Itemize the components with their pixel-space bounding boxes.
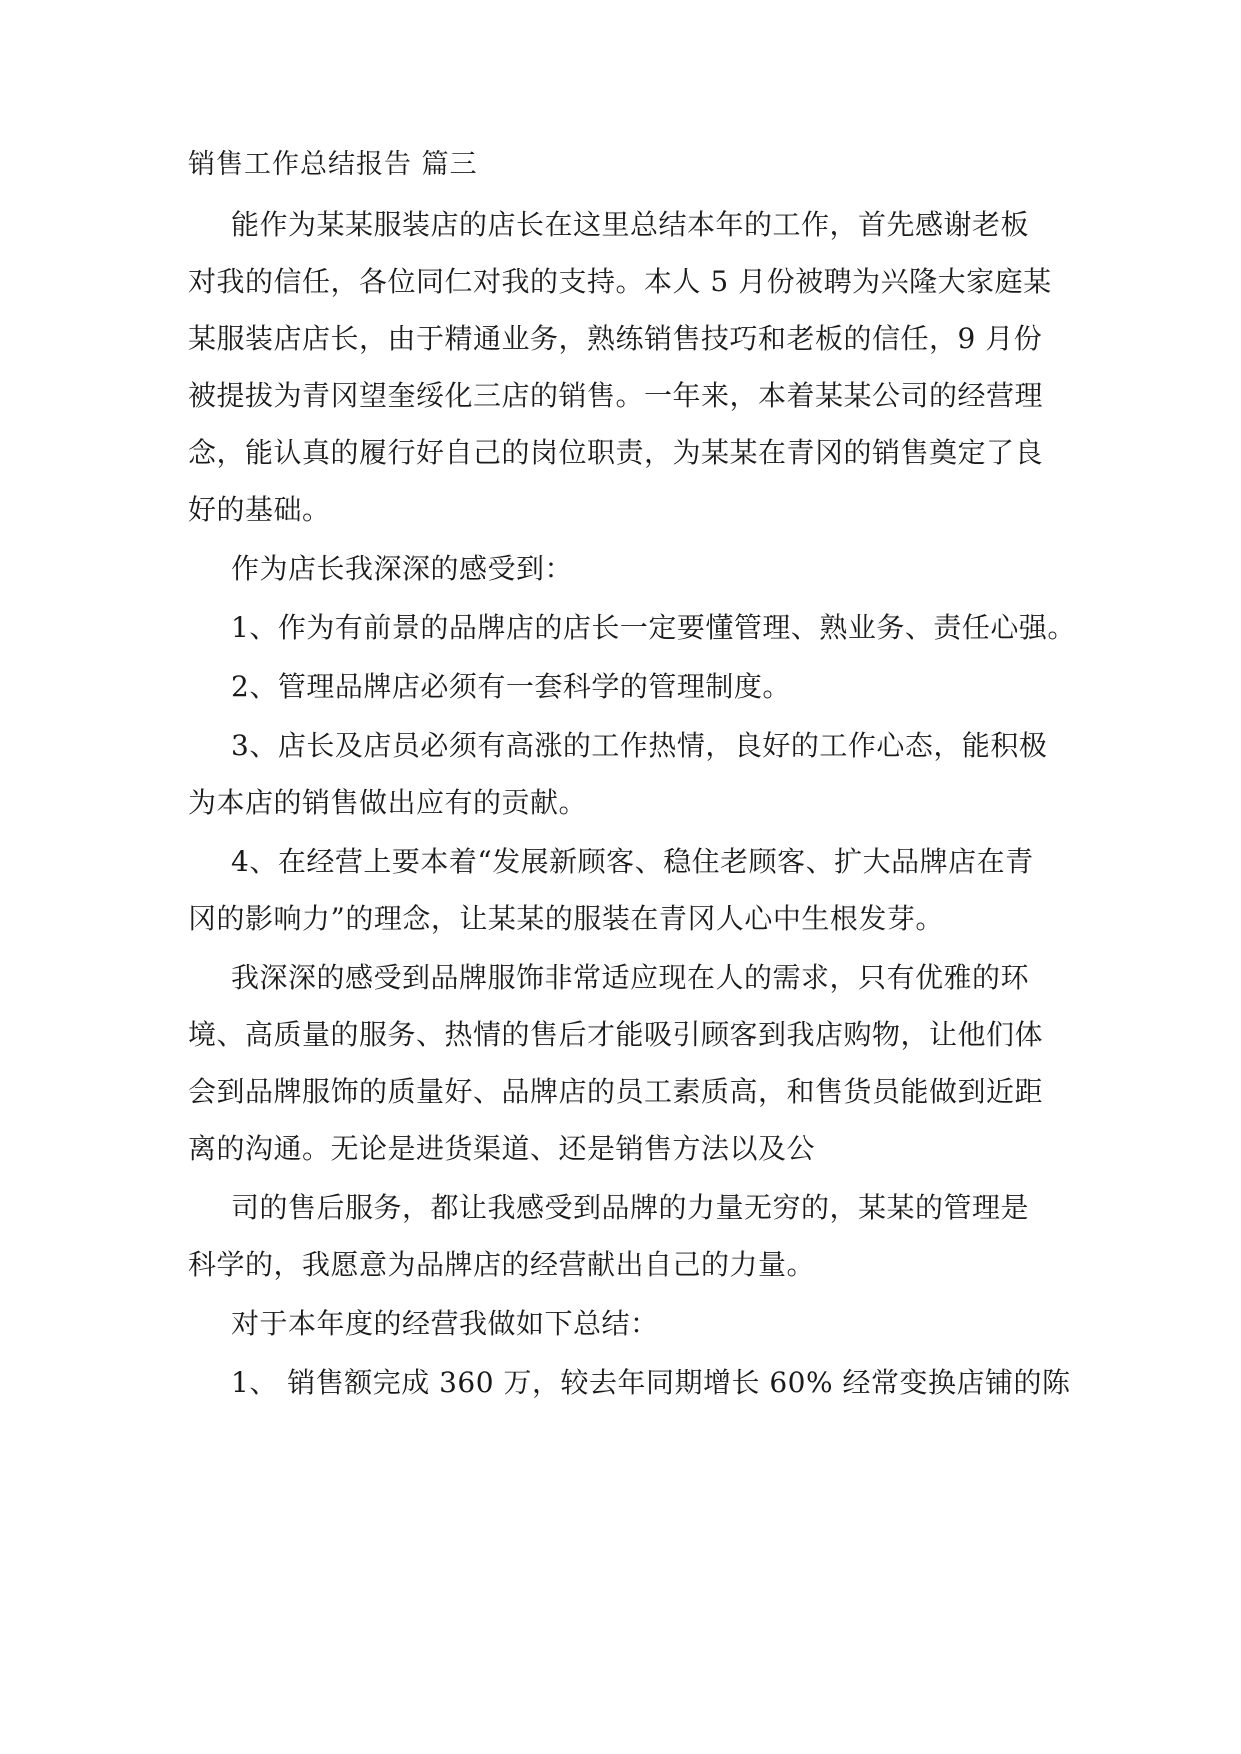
paragraph-line: 对我的信任，各位同仁对我的支持。本人 5 月份被聘为兴隆大家庭某	[188, 265, 1052, 298]
paragraph-line: 科学的，我愿意为品牌店的经营献出自己的力量。	[188, 1248, 816, 1281]
list-item: 3、店长及店员必须有高涨的工作热情，良好的工作心态，能积极	[231, 729, 1048, 762]
paragraph-line: 好的基础。	[188, 493, 331, 526]
list-item-continued: 冈的影响力”的理念，让某某的服装在青冈人心中生根发芽。	[188, 902, 944, 935]
paragraph-line: 念，能认真的履行好自己的岗位职责，为某某在青冈的销售奠定了良	[188, 436, 1044, 469]
paragraph-line: 境、高质量的服务、热情的售后才能吸引顾客到我店购物，让他们体	[188, 1018, 1044, 1051]
document-title: 销售工作总结报告 篇三	[188, 149, 478, 180]
paragraph-line: 作为店长我深深的感受到：	[231, 552, 574, 585]
list-item: 1、作为有前景的品牌店的店长一定要懂管理、熟业务、责任心强。	[231, 611, 1076, 644]
list-item-continued: 为本店的销售做出应有的贡献。	[188, 786, 588, 819]
paragraph-line: 能作为某某服装店的店长在这里总结本年的工作，首先感谢老板	[231, 208, 1030, 241]
paragraph-line: 我深深的感受到品牌服饰非常适应现在人的需求，只有优雅的环	[231, 961, 1030, 994]
paragraph-line: 离的沟通。无论是进货渠道、还是销售方法以及公	[188, 1132, 816, 1165]
list-item: 1、 销售额完成 360 万，较去年同期增长 60% 经常变换店铺的陈	[231, 1366, 1071, 1399]
list-item: 4、在经营上要本着“发展新顾客、稳住老顾客、扩大品牌店在青	[231, 845, 1034, 878]
paragraph-line: 会到品牌服饰的质量好、品牌店的员工素质高，和售货员能做到近距	[188, 1075, 1044, 1108]
paragraph-line: 司的售后服务，都让我感受到品牌的力量无穷的，某某的管理是	[231, 1191, 1030, 1224]
list-item: 2、管理品牌店必须有一套科学的管理制度。	[231, 670, 791, 703]
paragraph-line: 某服装店店长，由于精通业务，熟练销售技巧和老板的信任，9 月份	[188, 322, 1043, 355]
paragraph-line: 被提拔为青冈望奎绥化三店的销售。一年来，本着某某公司的经营理	[188, 379, 1044, 412]
paragraph-line: 对于本年度的经营我做如下总结：	[231, 1307, 659, 1340]
